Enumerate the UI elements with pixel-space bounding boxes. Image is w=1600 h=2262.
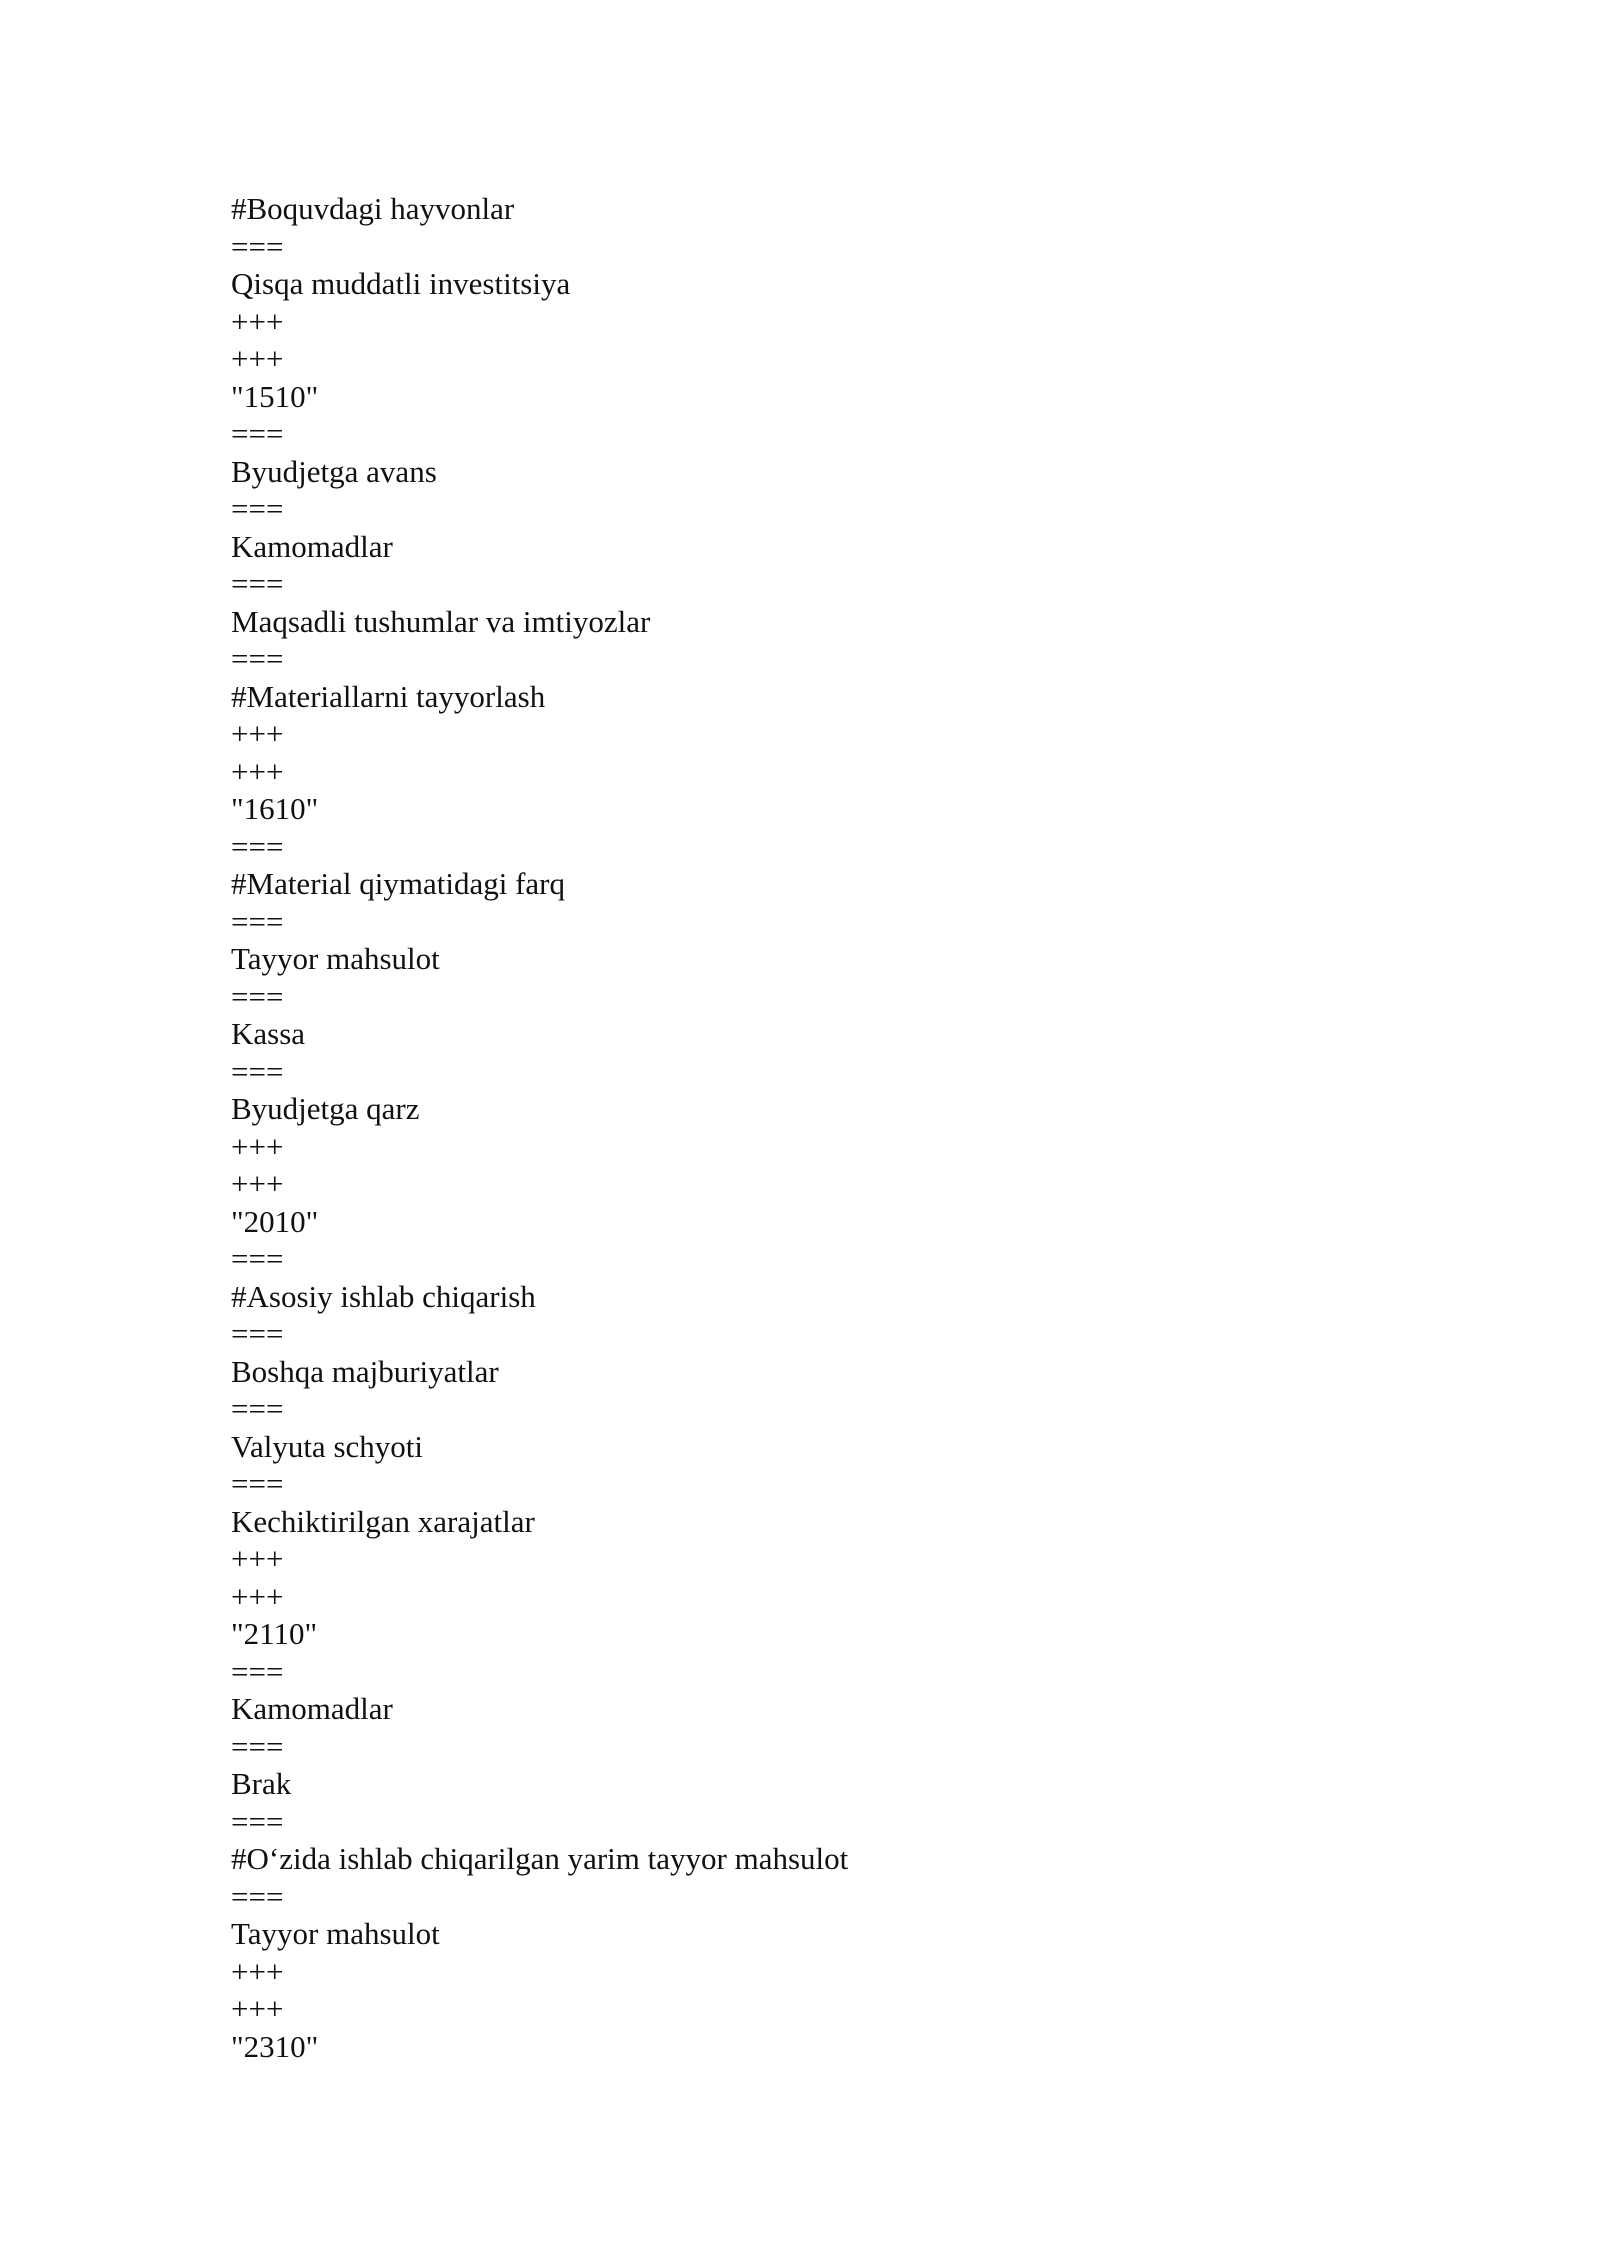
- marker-line: +++: [231, 1953, 284, 1989]
- separator-line: ===: [231, 1241, 284, 1276]
- answer-line: Byudjetga qarz: [231, 1091, 420, 1126]
- answer-line: Valyuta schyoti: [231, 1428, 423, 1464]
- separator-line: ===: [231, 641, 284, 676]
- answer-line: Tayyor mahsulot: [231, 1916, 440, 1951]
- marker-line: +++: [231, 341, 284, 376]
- answer-line: Maqsadli tushumlar va imtiyozlar: [231, 603, 651, 639]
- marker-line: +++: [231, 716, 284, 751]
- separator-line: ===: [231, 978, 284, 1014]
- code-line: "1510": [231, 378, 319, 414]
- separator-line: ===: [231, 1653, 284, 1689]
- question-line: #Boquvdagi hayvonlar: [231, 191, 515, 226]
- separator-line: ===: [231, 1316, 284, 1351]
- answer-line: Kassa: [231, 1016, 306, 1051]
- separator-line: ===: [231, 828, 284, 864]
- answer-line: Kechiktirilgan xarajatlar: [231, 1503, 535, 1539]
- question-line: #Material qiymatidagi farq: [231, 866, 565, 901]
- separator-line: ===: [231, 491, 284, 526]
- separator-line: ===: [231, 1728, 284, 1764]
- separator-line: ===: [231, 1466, 284, 1501]
- question-line: #Materiallarni tayyorlash: [231, 678, 546, 714]
- separator-line: ===: [231, 416, 284, 451]
- separator-line: ===: [231, 1878, 284, 1914]
- marker-line: +++: [231, 1578, 284, 1614]
- answer-line: Byudjetga avans: [231, 453, 437, 489]
- code-line: "2310": [231, 2028, 319, 2064]
- answer-line: Boshqa majburiyatlar: [231, 1353, 499, 1389]
- marker-line: +++: [231, 1166, 284, 1201]
- marker-line: +++: [231, 1541, 284, 1576]
- answer-line: Kamomadlar: [231, 1691, 393, 1726]
- answer-line: Tayyor mahsulot: [231, 941, 440, 976]
- question-line: #Asosiy ishlab chiqarish: [231, 1278, 536, 1314]
- separator-line: ===: [231, 903, 284, 939]
- separator-line: ===: [231, 1803, 284, 1839]
- document-text: [231, 190, 848, 2065]
- code-line: "2010": [231, 1203, 319, 1239]
- marker-line: +++: [231, 303, 284, 339]
- answer-line: Qisqa muddatli investitsiya: [231, 266, 571, 301]
- separator-line: ===: [231, 1391, 284, 1426]
- code-line: "1610": [231, 791, 319, 826]
- separator-line: ===: [231, 228, 284, 264]
- separator-line: ===: [231, 566, 284, 601]
- marker-line: +++: [231, 753, 284, 789]
- marker-line: +++: [231, 1991, 284, 2026]
- separator-line: ===: [231, 1053, 284, 1089]
- answer-line: Kamomadlar: [231, 528, 393, 564]
- code-line: "2110": [231, 1616, 318, 1651]
- answer-line: Brak: [231, 1766, 292, 1801]
- marker-line: +++: [231, 1128, 284, 1164]
- question-line: #O‘zida ishlab chiqarilgan yarim tayyor mahsulot: [231, 1841, 849, 1876]
